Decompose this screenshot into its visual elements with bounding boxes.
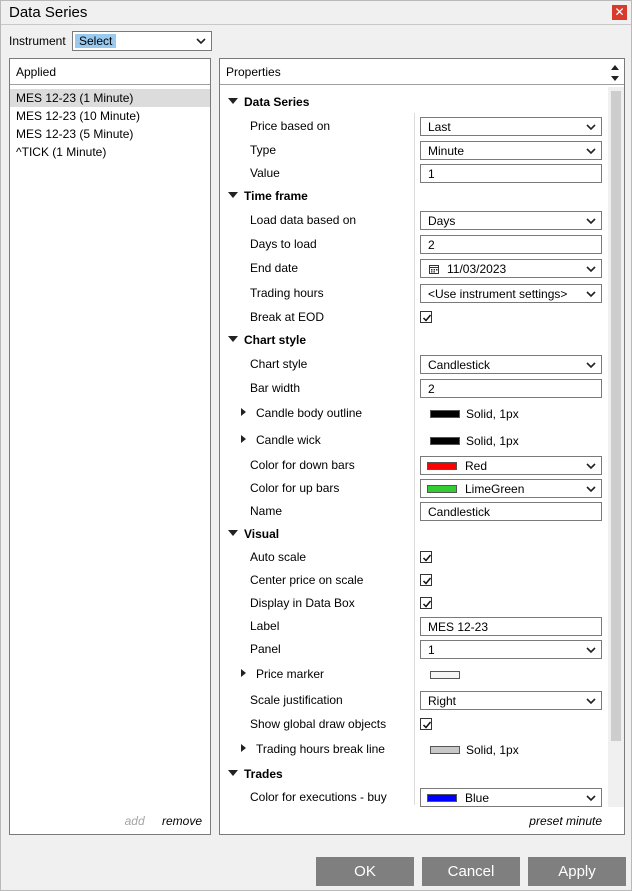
apply-button[interactable]: Apply bbox=[528, 857, 626, 886]
chevron-down-icon bbox=[585, 215, 597, 227]
stroke-value: Solid, 1px bbox=[466, 407, 519, 421]
property-label: Days to load bbox=[250, 237, 317, 251]
input-value: Candlestick bbox=[428, 505, 491, 519]
select-value: Candlestick bbox=[428, 358, 491, 372]
property-label: Trading hours break line bbox=[256, 742, 385, 756]
break-eod-checkbox[interactable] bbox=[420, 311, 432, 323]
select-value: 1 bbox=[428, 643, 435, 657]
category-label: Chart style bbox=[244, 333, 307, 347]
property-label: End date bbox=[250, 261, 299, 275]
list-item[interactable]: MES 12-23 (10 Minute) bbox=[16, 109, 141, 123]
days-to-load-input[interactable] bbox=[420, 235, 602, 254]
list-item[interactable]: ^TICK (1 Minute) bbox=[16, 145, 107, 159]
row-value bbox=[220, 162, 608, 184]
trading-hours-select[interactable] bbox=[420, 284, 602, 303]
select-value: LimeGreen bbox=[465, 482, 525, 496]
vertical-scrollbar[interactable] bbox=[608, 87, 624, 807]
close-icon[interactable]: ✕ bbox=[614, 5, 625, 19]
checkmark-icon bbox=[422, 313, 432, 323]
category-label: Trades bbox=[244, 767, 283, 781]
category-time-frame[interactable] bbox=[220, 185, 608, 207]
show-global-draw-checkbox[interactable] bbox=[420, 718, 432, 730]
label-input[interactable] bbox=[420, 617, 602, 636]
row-down-bars bbox=[220, 454, 608, 476]
properties-header: Properties bbox=[220, 59, 624, 85]
select-value: <Use instrument settings> bbox=[428, 287, 568, 301]
row-bar-width bbox=[220, 377, 608, 399]
collapse-icon[interactable] bbox=[228, 770, 238, 776]
category-label: Data Series bbox=[244, 95, 310, 109]
chevron-down-icon bbox=[585, 288, 597, 300]
stroke-value: Solid, 1px bbox=[466, 743, 519, 757]
properties-panel bbox=[219, 58, 625, 835]
row-label bbox=[220, 615, 608, 637]
name-input[interactable] bbox=[420, 502, 602, 521]
category-data-series[interactable] bbox=[220, 91, 608, 113]
select-value: Days bbox=[428, 214, 456, 228]
property-label: Type bbox=[250, 143, 277, 157]
instrument-label: Instrument bbox=[9, 34, 66, 48]
checkmark-icon bbox=[422, 720, 432, 730]
row-trading-hours bbox=[220, 282, 608, 304]
property-label: Candle body outline bbox=[256, 406, 363, 420]
auto-scale-checkbox[interactable] bbox=[420, 551, 432, 563]
color-swatch bbox=[427, 485, 457, 493]
candle-wick-stroke[interactable] bbox=[428, 433, 608, 449]
end-date-picker[interactable] bbox=[420, 259, 602, 278]
chevron-down-icon bbox=[585, 145, 597, 157]
row-candle-body-outline[interactable] bbox=[220, 402, 608, 424]
applied-panel bbox=[9, 58, 211, 835]
row-name bbox=[220, 500, 608, 522]
property-label: Color for executions - buy bbox=[250, 790, 387, 804]
category-visual[interactable] bbox=[220, 523, 608, 545]
row-chart-style bbox=[220, 353, 608, 375]
expand-icon[interactable] bbox=[241, 408, 246, 416]
select-value: Red bbox=[465, 459, 488, 473]
row-center-price bbox=[220, 569, 608, 591]
row-trading-hours-break[interactable] bbox=[220, 738, 608, 760]
preset-link[interactable]: preset minute bbox=[529, 814, 602, 828]
add-link[interactable]: add bbox=[124, 814, 145, 828]
row-days-to-load bbox=[220, 233, 608, 255]
property-label: Color for up bars bbox=[250, 481, 340, 495]
property-label: Display in Data Box bbox=[250, 596, 355, 610]
color-swatch bbox=[430, 410, 460, 418]
instrument-select[interactable] bbox=[72, 31, 212, 51]
property-label: Name bbox=[250, 504, 283, 518]
property-label: Show global draw objects bbox=[250, 717, 387, 731]
property-label: Price based on bbox=[250, 119, 331, 133]
property-label: Center price on scale bbox=[250, 573, 364, 587]
color-swatch bbox=[430, 746, 460, 754]
input-value: 2 bbox=[428, 382, 435, 396]
property-label: Candle wick bbox=[256, 433, 321, 447]
bar-width-input[interactable] bbox=[420, 379, 602, 398]
row-break-eod bbox=[220, 306, 608, 328]
property-label: Color for down bars bbox=[250, 458, 355, 472]
price-marker-color[interactable] bbox=[428, 667, 608, 683]
calendar-icon bbox=[429, 264, 439, 274]
color-swatch bbox=[430, 437, 460, 445]
checkmark-icon bbox=[422, 599, 432, 609]
chevron-down-icon bbox=[585, 644, 597, 656]
instrument-value: Select bbox=[75, 34, 116, 48]
candle-body-outline-stroke[interactable] bbox=[428, 406, 608, 422]
chevron-down-icon bbox=[585, 359, 597, 371]
collapse-icon[interactable] bbox=[228, 98, 238, 104]
input-value: MES 12-23 bbox=[428, 620, 489, 634]
trading-hours-break-stroke[interactable] bbox=[428, 742, 608, 758]
display-data-box-checkbox[interactable] bbox=[420, 597, 432, 609]
input-value: 2 bbox=[428, 238, 435, 252]
cancel-button[interactable]: Cancel bbox=[422, 857, 520, 886]
chevron-down-icon bbox=[585, 483, 597, 495]
checkmark-icon bbox=[422, 576, 432, 586]
price-based-on-select[interactable] bbox=[420, 117, 602, 136]
expand-icon[interactable] bbox=[241, 669, 246, 677]
row-load-data bbox=[220, 209, 608, 231]
color-swatch bbox=[430, 671, 460, 679]
row-exec-buy bbox=[220, 786, 608, 808]
row-price-marker[interactable] bbox=[220, 663, 608, 685]
chevron-down-icon bbox=[585, 792, 597, 804]
exec-buy-color-select[interactable] bbox=[420, 788, 602, 807]
input-value: 1 bbox=[428, 167, 435, 181]
row-panel bbox=[220, 638, 608, 660]
select-value: Blue bbox=[465, 791, 490, 805]
chevron-down-icon bbox=[195, 35, 207, 47]
property-label: Trading hours bbox=[250, 286, 324, 300]
chevron-down-icon bbox=[585, 121, 597, 133]
stroke-value: Solid, 1px bbox=[466, 434, 519, 448]
color-swatch bbox=[427, 462, 457, 470]
center-price-checkbox[interactable] bbox=[420, 574, 432, 586]
applied-header: Applied bbox=[10, 59, 210, 85]
property-label: Bar width bbox=[250, 381, 301, 395]
list-item[interactable]: MES 12-23 (1 Minute) bbox=[10, 89, 210, 107]
row-scale-justification bbox=[220, 689, 608, 711]
scrollbar-thumb[interactable] bbox=[611, 91, 621, 741]
applied-list bbox=[10, 85, 210, 161]
row-type bbox=[220, 139, 608, 161]
row-display-data-box bbox=[220, 592, 608, 614]
row-auto-scale bbox=[220, 546, 608, 568]
sort-icon[interactable] bbox=[608, 61, 622, 85]
close-button[interactable] bbox=[612, 5, 627, 20]
title-bar bbox=[1, 1, 631, 25]
applied-footer bbox=[125, 814, 202, 828]
category-label: Time frame bbox=[244, 189, 308, 203]
chart-style-select[interactable] bbox=[420, 355, 602, 374]
date-value: 11/03/2023 bbox=[447, 262, 507, 276]
collapse-icon[interactable] bbox=[228, 192, 238, 198]
property-label: Break at EOD bbox=[250, 310, 325, 324]
row-price-based-on bbox=[220, 115, 608, 137]
expand-icon[interactable] bbox=[241, 435, 246, 443]
ok-button[interactable]: OK bbox=[316, 857, 414, 886]
list-item[interactable]: MES 12-23 (5 Minute) bbox=[16, 127, 134, 141]
select-value: Right bbox=[428, 694, 457, 708]
property-label: Value bbox=[250, 166, 280, 180]
chevron-down-icon bbox=[585, 460, 597, 472]
property-label: Auto scale bbox=[250, 550, 307, 564]
panel-select[interactable] bbox=[420, 640, 602, 659]
row-end-date bbox=[220, 257, 608, 279]
property-label: Scale justification bbox=[250, 693, 343, 707]
row-up-bars bbox=[220, 477, 608, 499]
window-title: Data Series bbox=[9, 4, 88, 21]
property-label: Panel bbox=[250, 642, 281, 656]
row-show-global-draw bbox=[220, 713, 608, 735]
down-bars-color-select[interactable] bbox=[420, 456, 602, 475]
type-select[interactable] bbox=[420, 141, 602, 160]
property-label: Price marker bbox=[256, 667, 325, 681]
chevron-down-icon bbox=[585, 695, 597, 707]
remove-link[interactable]: remove bbox=[161, 814, 202, 828]
chevron-down-icon bbox=[585, 263, 597, 275]
property-label: Load data based on bbox=[250, 213, 357, 227]
row-candle-wick[interactable] bbox=[220, 429, 608, 451]
up-bars-color-select[interactable] bbox=[420, 479, 602, 498]
value-input[interactable] bbox=[420, 164, 602, 183]
scale-justification-select[interactable] bbox=[420, 691, 602, 710]
property-label: Label bbox=[250, 619, 280, 633]
select-value: Last bbox=[428, 120, 451, 134]
select-value: Minute bbox=[428, 144, 465, 158]
collapse-icon[interactable] bbox=[228, 336, 238, 342]
category-chart-style[interactable] bbox=[220, 329, 608, 351]
checkmark-icon bbox=[422, 553, 432, 563]
category-label: Visual bbox=[244, 527, 280, 541]
category-trades[interactable] bbox=[220, 763, 608, 785]
color-swatch bbox=[427, 794, 457, 802]
collapse-icon[interactable] bbox=[228, 530, 238, 536]
property-label: Chart style bbox=[250, 357, 308, 371]
load-data-select[interactable] bbox=[420, 211, 602, 230]
expand-icon[interactable] bbox=[241, 744, 246, 752]
